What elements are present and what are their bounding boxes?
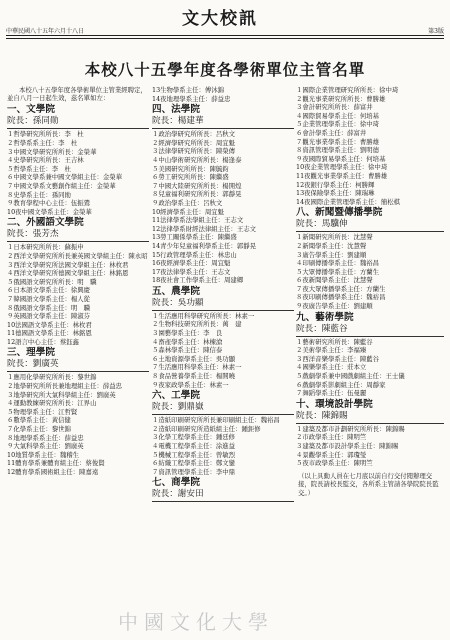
list-item: ４印刷傳播學系主任：魏裕昌	[296, 259, 380, 268]
list-item: ３西洋文學研究所法國文學組主任：林枚君	[7, 260, 129, 269]
list-item: 11夜觀光事業學系主任：曹勝雄	[296, 171, 388, 180]
masthead: 文大校訊	[182, 9, 258, 29]
list-item: ８資訊管理學系主任：劉明德	[296, 146, 380, 155]
list-item: ３廣告學系主任：劉建順	[296, 250, 367, 259]
list-item: 10夜中國文學系主任：金榮華	[7, 207, 92, 216]
intro-paragraph: 本校八十五學年度各學術單位主管業經聘定，並自八月一日起生效，茲名單如左：	[7, 86, 147, 103]
section-heading: 三、理學院	[7, 347, 55, 359]
list-item: ５森林學系主任：陳信泰	[152, 346, 223, 355]
list-item: ６會計學系主任：薛富井	[296, 128, 367, 137]
list-item: ９大氣科學系主任：劉廣英	[7, 442, 84, 451]
list-item: ９夜國際貿易學系主任：何培基	[296, 154, 386, 163]
list-item: ４西洋文學研究所德國文學組主任：林銘恩	[7, 269, 129, 278]
list-item: ５哲學系主任：李 杜	[7, 164, 71, 173]
list-item: １生活應用科學研究所所長：林素一	[152, 311, 255, 320]
section-heading: 六、工學院	[152, 390, 200, 402]
list-item: ４史學研究所所長：王吉林	[7, 156, 84, 165]
list-item: 14青少年兒童福利學系主任：郭靜晃	[152, 241, 256, 250]
list-item: ９政治學系主任：呂秋文	[152, 198, 223, 207]
list-item: ２西洋文學研究所所長兼英國文學組主任：陳永昭	[7, 251, 148, 260]
dean-line: 院長：張芳杰	[7, 229, 149, 242]
list-item: ２經濟學研究所所長：周宜魁	[152, 138, 236, 147]
section-heading: 二、外國語文學院	[7, 217, 84, 229]
list-item: 12夜銀行學系主任：柯勝輝	[296, 180, 375, 189]
list-item: 10法國語文學系主任：林枚君	[7, 320, 92, 329]
list-item: ３中國文學研究所所長：金榮華	[7, 147, 97, 156]
dean-line: 院長：馬驥伸	[296, 219, 444, 232]
list-item: ６勞工研究所所長：陳繼盛	[152, 173, 229, 182]
list-item: ３西洋音樂學系主任：陳藍谷	[296, 354, 380, 363]
list-item: ９英國語文學系主任：陳淑芬	[7, 312, 91, 321]
list-item: ４景觀學系主任：郭瓊瑩	[296, 450, 367, 459]
header-rule	[6, 35, 444, 36]
list-item: 13夜保險學系主任：陳瑞琳	[296, 189, 375, 198]
section-heading: 九、藝術學院	[296, 311, 354, 323]
list-item: 11體育學系兼體育組主任：蔡俊賢	[7, 459, 105, 468]
list-item: ６數學系主任：黃信健	[7, 416, 71, 425]
list-item: ４國樂學系主任：莊本立	[296, 363, 367, 372]
list-item: ７韓國語文學系主任：楊人從	[7, 294, 91, 303]
list-item: 13生物學系主任：傅沐錦	[152, 86, 225, 94]
list-item: ３地學研究所大氣科學組主任：劉廣英	[7, 390, 116, 399]
list-item: １建築及都市計劃研究所所長：陳錦賜	[296, 424, 405, 433]
list-item: 18夜社會工作學系主任：周建卿	[152, 276, 244, 285]
list-item: ８食品營養學系主任：楊開曉	[152, 372, 236, 381]
footnote: （以上具動人員在七月底以前自行交付閱辦理交接，院長請校長監交，各所系主管請各學院院長監交。）	[298, 471, 439, 497]
section-heading: 一、文學院	[7, 104, 55, 116]
list-item: ７中國大陸研究所所長：楊開煌	[152, 181, 242, 190]
column-3	[296, 86, 444, 497]
list-item: ８地理學系系主任：薛益忠	[7, 433, 84, 442]
list-item: ３園藝學系主任：李 良	[152, 329, 223, 338]
list-item: ５機械工程學系主任：曾敏烈	[152, 450, 236, 459]
list-item: ６戲劇學系影劇組主任：周靜家	[296, 380, 386, 389]
list-item: １應用化學研究所所長：黎世錦	[7, 373, 97, 382]
list-item: １哲學研究所所長：李 杜	[7, 130, 84, 139]
list-item: ７生活應用科學系主任：林素一	[152, 363, 242, 372]
list-item: ８夜印刷傳播學系主任：魏裕昌	[296, 293, 386, 302]
list-item: ５企業管理學系主任：徐中琦	[296, 120, 380, 129]
list-item: 15行政管理學系主任：林忠山	[152, 250, 237, 259]
list-item: 10地質學系主任：魏稽生	[7, 450, 80, 459]
section-heading: 七、商學院	[152, 477, 200, 489]
list-item: ６夜新聞學系主任：沈慧聲	[296, 276, 373, 285]
list-item: １造紙印刷研究所所長兼印刷組主任：魏裕昌	[152, 416, 280, 425]
watermark: 中國文化大學	[118, 610, 274, 634]
list-item: ９夜家政學系主任：林素一	[152, 380, 229, 389]
dean-line: 院長：陳藍谷	[296, 324, 444, 337]
list-item: 11德國語文學系主任：林銘恩	[7, 329, 92, 338]
list-item: １國際企業管理研究所所長：徐中琦	[296, 86, 399, 94]
list-item: ２美術學系主任：李福臻	[296, 346, 367, 355]
list-item: 13勞工關係學系主任：陳繼盛	[152, 233, 237, 242]
list-item: ６日本語文學系主任：徐興慶	[7, 286, 91, 295]
list-item: ８俄國語文學系主任：明 驥	[7, 303, 91, 312]
list-item: ９夜廣告學系主任：劉建順	[296, 302, 373, 311]
article-title: 本校八十五學年度各學術單位主管名單	[84, 60, 366, 79]
list-item: １新聞研究所所長：沈慧聲	[296, 233, 373, 242]
list-item: １政治學研究所所長：呂秋文	[152, 130, 236, 139]
list-item: 10夜企業管理學系主任：徐中琦	[296, 163, 388, 172]
column-3-blocks	[296, 86, 444, 468]
dean-line: 院長：楊建華	[152, 116, 294, 129]
list-item: ２哲學系系主任：李 杜	[7, 139, 78, 147]
list-item: １藝術研究所所長：陳藍谷	[296, 337, 373, 346]
list-item: ７舞蹈學系主任：伍曼麗	[296, 389, 367, 398]
dean-line: 院長：孫同勛	[7, 116, 149, 129]
list-item: 12語言中心主任：蔡鈺鑫	[7, 337, 80, 346]
list-item: ９教育學程中心主任：伍振鷟	[7, 199, 91, 208]
list-item: 12體育學系國術組主任：陳嘉遠	[7, 468, 99, 476]
list-item: ６紡織工程學系主任：鄭文鑾	[152, 459, 236, 468]
list-item: ７資訊管理學系主任：李中鼎	[152, 467, 236, 476]
list-item: ２新聞學系主任：沈慧聲	[296, 241, 367, 250]
list-item: ２觀光事業研究所所長：曹勝雄	[296, 94, 386, 103]
list-item: ４國際貿易學系主任：何培基	[296, 111, 380, 120]
list-item: ５俄國語文研究所所長：明 驥	[7, 277, 97, 286]
list-item: ７化學系主任：黎世錦	[7, 425, 71, 434]
dean-line: 院長：謝安田	[152, 489, 294, 502]
page-number: 第3版	[428, 28, 444, 35]
list-item: ４中山學術研究所所長：楊逢泰	[152, 155, 242, 164]
issue-date: 中華民國八十五年六月十八日	[6, 28, 85, 35]
dean-line: 院長：陳錦賜	[296, 411, 444, 424]
list-item: 16夜經濟學系主任：周宜魁	[152, 259, 231, 268]
list-item: ２市政學系主任：陳明竺	[296, 433, 367, 442]
list-item: ４運動教練研究所所長：江界山	[7, 399, 97, 408]
column-2	[152, 86, 294, 503]
column-2-blocks	[152, 86, 294, 502]
list-item: ６土地資源學系主任：吳功顯	[152, 354, 236, 363]
list-item: ７夜大眾傳播學系主任：方蘭生	[296, 284, 386, 293]
list-item: ５夜市政學系主任：陳明竺	[296, 459, 373, 468]
list-item: ３建築及都市設計學系主任：陳錦賜	[296, 442, 399, 450]
list-item: ３會計研究所所長：薛富井	[296, 103, 373, 112]
column-1	[7, 86, 149, 477]
list-item: ５戲劇學系兼中國戲劇組主任：王士儀	[296, 372, 405, 381]
list-item: １日本研究所所長：蘇振申	[7, 243, 84, 252]
list-item: ８兒童福利研究所所長：郭靜晃	[152, 190, 242, 199]
list-item: 11法律學系法學組主任：王志文	[152, 216, 244, 225]
list-item: 12法律學系財經法律組主任：王志文	[152, 224, 256, 233]
list-item: 10經濟學系主任：周宜魁	[152, 207, 225, 216]
dean-line: 院長：劉廣英	[7, 359, 149, 372]
dean-line: 院長：吳功顯	[152, 298, 294, 311]
header-rule-thin	[6, 38, 444, 39]
section-heading: 八、新聞暨傳播學院	[296, 207, 383, 219]
list-item: ５大眾傳播學系主任：方蘭生	[296, 267, 380, 276]
list-item: ８史學系主任：孫同勛	[7, 190, 71, 199]
list-item: ４畜產學系主任：林楝滄	[152, 337, 223, 346]
list-item: ２生物科技研究所所長：萬 建	[152, 320, 242, 329]
section-heading: 五、農學院	[152, 285, 200, 297]
list-item: ５美國研究所所長：陳毓鈞	[152, 164, 229, 173]
column-1-blocks	[7, 104, 149, 476]
list-item: ４電機工程學系主任：涂進益	[152, 442, 236, 450]
list-item: ７中國文學系文藝創作組主任：金榮華	[7, 181, 116, 190]
list-item: 17夜法律學系主任：王志文	[152, 267, 231, 276]
list-item: ２地學研究所所長兼地理組主任：薛益忠	[7, 382, 123, 391]
list-item: ５物理學系主任：江哲賢	[7, 407, 78, 416]
list-item: ６中國文學系兼中國文學組主任：金榮華	[7, 173, 123, 182]
list-item: ３法律學研究所所長：陳榮傳	[152, 147, 236, 156]
dean-line: 院長：劉鼎嶽	[152, 402, 294, 415]
section-heading: 四、法學院	[152, 104, 200, 116]
list-item: ２造紙印刷研究所造紙組主任：鍾鉅修	[152, 424, 261, 433]
list-item: 14夜國際企業管理學系主任：簡松棋	[296, 197, 400, 206]
section-heading: 十、環境設計學院	[296, 398, 373, 410]
list-item: ３化學工程學系主任：鍾廷修	[152, 433, 236, 442]
list-item: ７觀光事業學系主任：曹勝雄	[296, 137, 380, 146]
list-item: 14夜地理學系主任：薛益忠	[152, 94, 231, 103]
